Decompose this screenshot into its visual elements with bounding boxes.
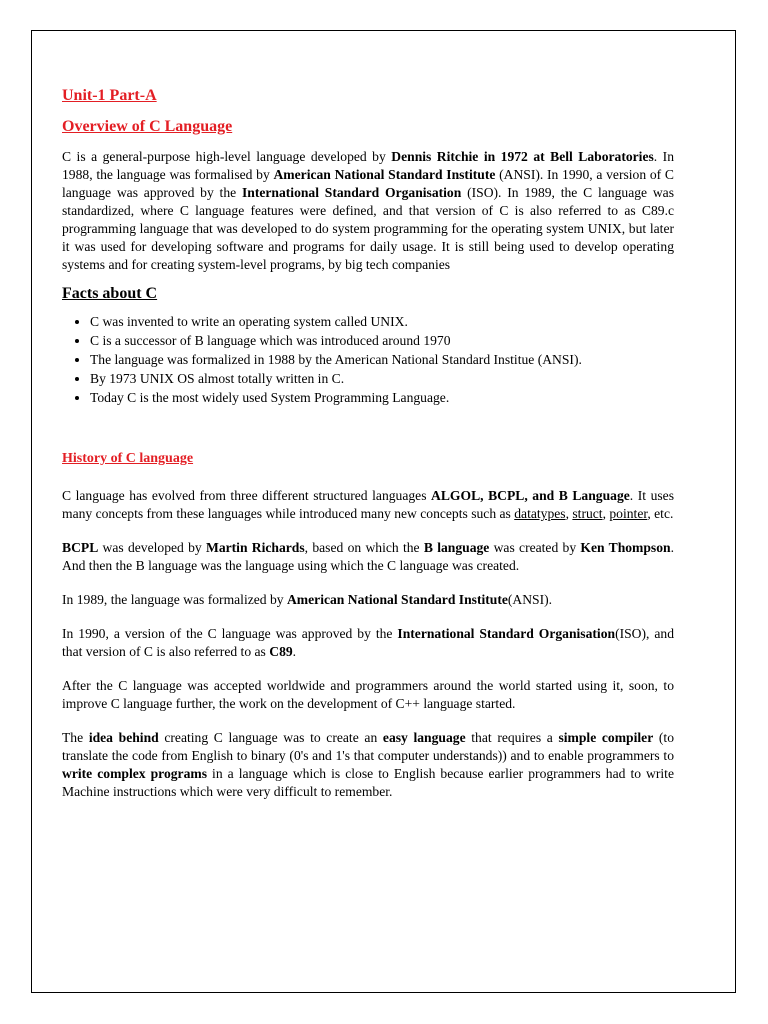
list-item: • C was invented to write an operating system called UNIX. <box>90 312 674 331</box>
history-paragraph-6: The idea behind creating C language was to create an easy language that requires a simple compiler (to translate the code from English to binary (0's and 1's that computer understands)) and to enable programmers to write complex programs in a language which is close to English because earlier programmers had to write Machine instructions which were very difficult to remember. <box>62 730 674 799</box>
overview-heading: Overview of C Language <box>62 118 233 135</box>
unit-title: Unit-1 Part-A <box>62 87 157 104</box>
history-paragraph-4: In 1990, a version of the C language was approved by the International Standard Organisation(ISO), and that version of C is also referred to as C89. <box>62 626 675 659</box>
history-paragraph-1: C language has evolved from three different structured languages ALGOL, BCPL, and B Language. It uses many concepts from these languages while introduced many new concepts such as datatypes, struct, pointer, etc. <box>62 488 674 521</box>
history-heading: History of C language <box>62 451 194 466</box>
history-paragraph-3: In 1989, the language was formalized by American National Standard Institute(ANSI). <box>62 592 553 607</box>
list-item: • C is a successor of B language which was introduced around 1970 <box>90 331 674 350</box>
list-item: • By 1973 UNIX OS almost totally written in C. <box>90 369 674 388</box>
facts-heading: Facts about C <box>62 285 158 302</box>
struct-link[interactable]: struct <box>572 506 603 521</box>
facts-list <box>62 312 674 407</box>
history-paragraph-5: After the C language was accepted worldwide and programmers around the world started using it, soon, to improve C language further, the work on the development of C++ language started. <box>62 678 674 711</box>
list-item: • The language was formalized in 1988 by the American National Standard Institue (ANSI). <box>90 350 674 369</box>
list-item: • Today C is the most widely used System Programming Language. <box>90 388 674 407</box>
datatypes-link[interactable]: datatypes <box>514 506 566 521</box>
history-paragraph-2: BCPL was developed by Martin Richards, based on which the B language was created by Ken Thompson. And then the B language was the language using which the C language was created. <box>62 540 674 573</box>
overview-paragraph: C is a general-purpose high-level language developed by Dennis Ritchie in 1972 at Bell Laboratories. In 1988, the language was formalised by American National Standard Institute (ANSI). In 1990, a version of C language was approved by the International Standard Organisation (ISO). In 1989, the C language was standardized, where C language features were defined, and that version of C is also referred to as C89.c programming language that was developed to do system programming for the operating system UNIX, but later it was used for developing software and programs for daily usage. It is still being used to develop operating systems and for creating system-level programs, by big tech companies <box>62 149 675 272</box>
document-body <box>62 86 674 801</box>
pointer-link[interactable]: pointer <box>609 506 648 521</box>
